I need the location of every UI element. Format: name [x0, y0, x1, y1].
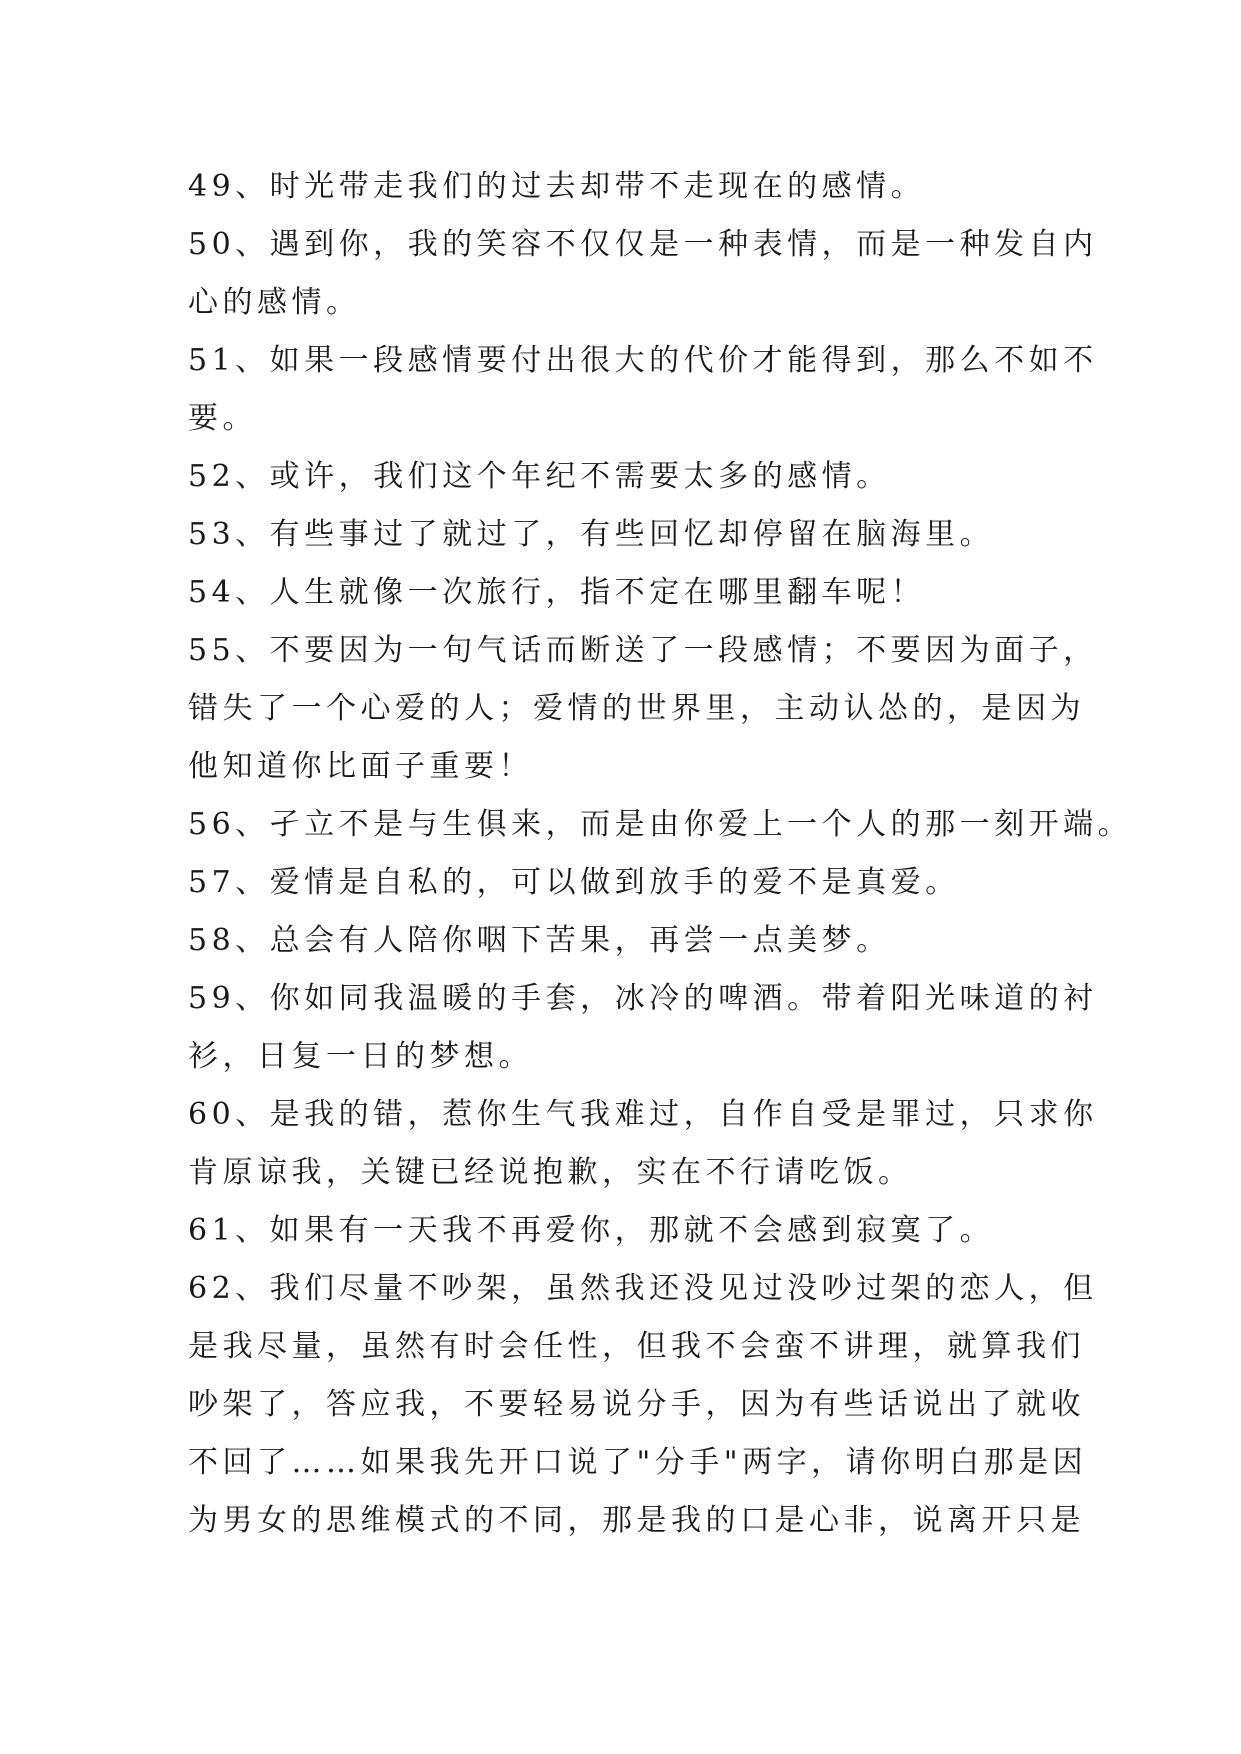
text-line: 60、是我的错，惹你生气我难过，自作自受是罪过，只求你 — [188, 1097, 1098, 1132]
text-line: 57、爱情是自私的，可以做到放手的爱不是真爱。 — [188, 865, 960, 900]
text-line: 59、你如同我温暖的手套，冰冷的啤酒。带着阳光味道的衬 — [188, 981, 1098, 1016]
text-line: 50、遇到你，我的笑容不仅仅是一种表情，而是一种发自内 — [188, 227, 1098, 262]
text-line: 54、人生就像一次旅行，指不定在哪里翻车呢！ — [188, 575, 926, 610]
document-body — [188, 158, 1133, 1550]
text-line: 要。 — [188, 401, 257, 436]
text-line: 51、如果一段感情要付出很大的代价才能得到，那么不如不 — [188, 343, 1098, 378]
text-line: 53、有些事过了就过了，有些回忆却停留在脑海里。 — [188, 517, 995, 552]
text-line: 吵架了，答应我，不要轻易说分手，因为有些话说出了就收 — [188, 1387, 1085, 1422]
text-line: 52、或许，我们这个年纪不需要太多的感情。 — [188, 459, 891, 494]
text-line: 为男女的思维模式的不同，那是我的口是心非，说离开只是 — [188, 1503, 1085, 1538]
text-line: 55、不要因为一句气话而断送了一段感情；不要因为面子， — [188, 633, 1098, 668]
text-line: 56、孑立不是与生俱来，而是由你爱上一个人的那一刻开端。 — [188, 807, 1133, 842]
text-line: 61、如果有一天我不再爱你，那就不会感到寂寞了。 — [188, 1213, 995, 1248]
text-line: 错失了一个心爱的人；爱情的世界里，主动认怂的，是因为 — [188, 691, 1085, 726]
text-line: 衫，日复一日的梦想。 — [188, 1039, 533, 1074]
text-line: 心的感情。 — [188, 285, 361, 320]
text-line: 49、时光带走我们的过去却带不走现在的感情。 — [188, 169, 926, 204]
text-line: 是我尽量，虽然有时会任性，但我不会蛮不讲理，就算我们 — [188, 1329, 1085, 1364]
text-line: 他知道你比面子重要！ — [188, 749, 533, 784]
text-line: 58、总会有人陪你咽下苦果，再尝一点美梦。 — [188, 923, 891, 958]
text-line: 肯原谅我，关键已经说抱歉，实在不行请吃饭。 — [188, 1155, 913, 1190]
text-line: 不回了……如果我先开口说了"分手"两字，请你明白那是因 — [188, 1445, 1088, 1480]
text-line: 62、我们尽量不吵架，虽然我还没见过没吵过架的恋人，但 — [188, 1271, 1098, 1306]
